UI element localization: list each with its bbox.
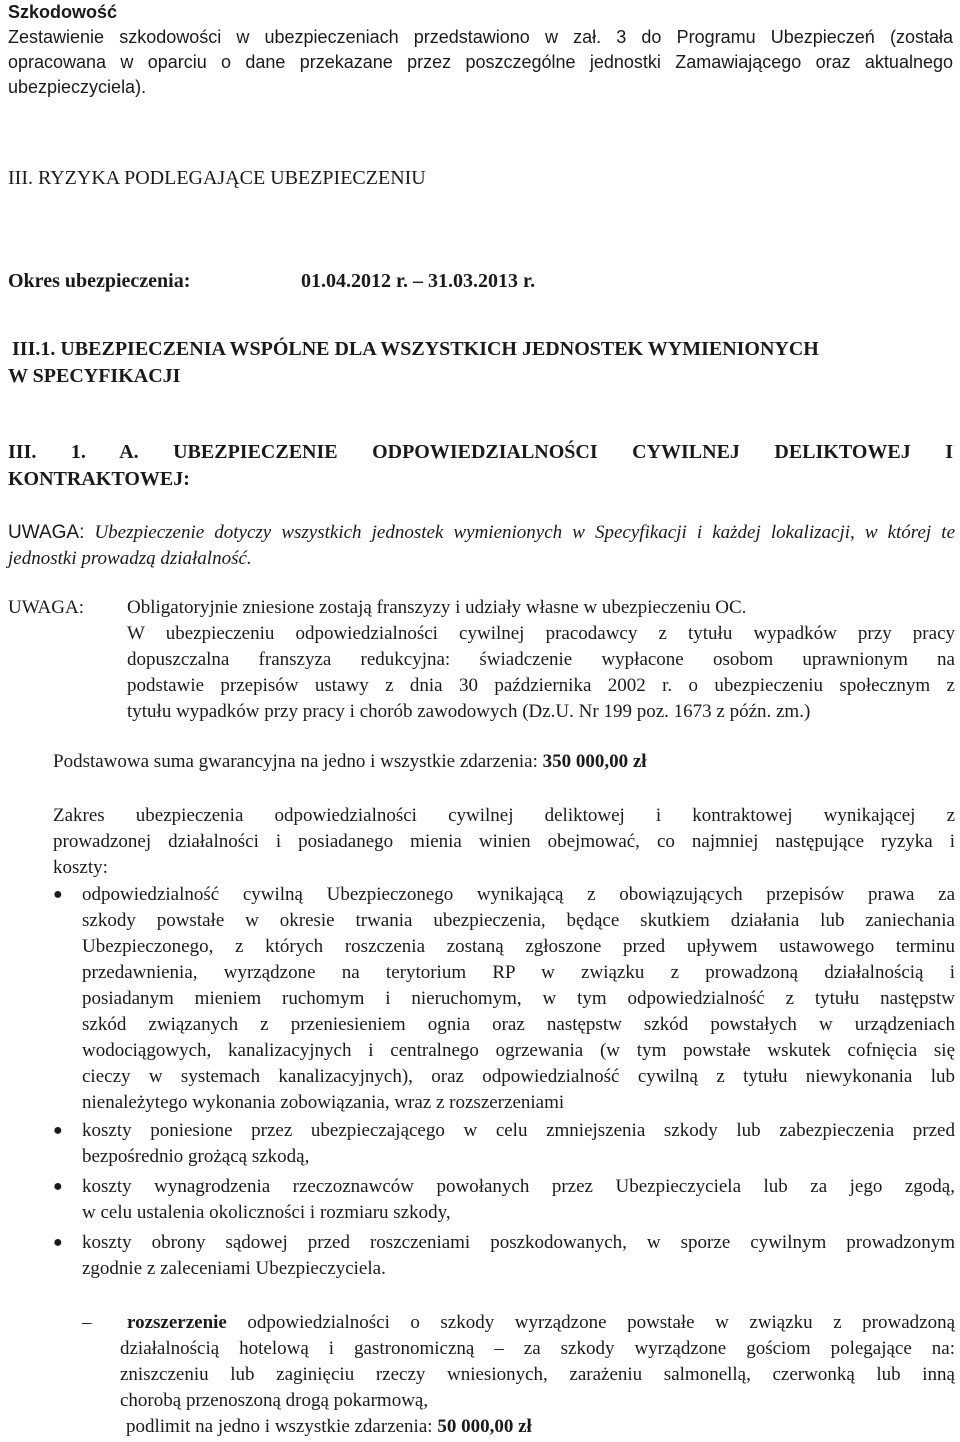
subsection-heading-line: W SPECYFIKACJI xyxy=(8,365,181,387)
note-1-line: jednostki prowadzą działalność. xyxy=(8,548,252,569)
note-1-line xyxy=(8,520,955,546)
intro-line: Zestawienie szkodowości w ubezpieczeniach przedstawiono w zał. 3 do Programu Ubezpieczeń (została xyxy=(8,27,953,47)
header-block xyxy=(8,0,953,100)
bullet-3-text xyxy=(82,1174,955,1226)
bullet-3-line: w celu ustalenia okoliczności i rozmiaru szkody, xyxy=(82,1202,451,1223)
bullet-3-line: koszty wynagrodzenia rzeczoznawców powołanych przez Ubezpieczyciela lub za jego zgodą, xyxy=(82,1176,955,1197)
note-2-line: W ubezpieczeniu odpowiedzialności cywilnej pracodawcy z tytułu wypadków przy pracy xyxy=(127,623,955,644)
intro-line: opracowana w oparciu o dane przekazane przez poszczególne jednostki Zamawiającego oraz aktualnego xyxy=(8,52,953,72)
dash-marker: – xyxy=(82,1312,92,1333)
sum-line xyxy=(53,749,647,775)
extension-line: chorobą przenoszoną drogą pokarmową, xyxy=(120,1390,429,1411)
bullet-1-line: cieczy w systemach kanalizacyjnych), oraz odpowiedzialność cywilną z tytułu niewykonania lub xyxy=(82,1066,955,1087)
extension-text xyxy=(120,1310,955,1440)
note-2-label: UWAGA: xyxy=(8,597,84,618)
bullet-1-line: Ubezpieczonego, z których roszczenia zostaną zgłoszone przed upływem ustawowego terminu xyxy=(82,936,955,957)
bullet-1-line: posiadanym mieniem ruchomym i nieruchomym, w tym odpowiedzialność z tytułu następstw xyxy=(82,988,955,1009)
bullet-1-line: wodociągowych, kanalizacyjnych i centralnego ogrzewania (w tym powstałe wskutek cofnięcia się xyxy=(82,1040,955,1061)
note-2-line: dopuszczalna franszyza redukcyjna: świadczenie wypłacone osobom uprawnionym na xyxy=(127,649,955,670)
note-2-line: tytułu wypadków przy pracy i chorób zawodowych (Dz.U. Nr 199 poz. 1673 z późn. zm.) xyxy=(127,701,811,722)
scope-line: Zakres ubezpieczenia odpowiedzialności cywilnej deliktowej i kontraktowej wynikającej z xyxy=(53,805,955,826)
bullet-icon: ● xyxy=(53,886,63,903)
extension-item xyxy=(0,1310,960,1440)
bullet-4-line: zgodnie z zaleceniami Ubezpieczyciela. xyxy=(82,1258,386,1279)
scope-paragraph xyxy=(53,803,955,881)
section-title: Szkodowość xyxy=(8,2,118,22)
period-label: Okres ubezpieczenia: xyxy=(8,270,191,292)
extension-line: działalnością hotelową i gastronomiczną – za szkody wyrządzone gościom polegające na: xyxy=(120,1338,955,1359)
note-2-body xyxy=(127,595,955,725)
bullet-2-line: koszty poniesione przez ubezpieczającego w celu zmniejszenia szkody lub zabezpieczenia przed xyxy=(82,1120,955,1141)
subsubsection-heading xyxy=(8,439,953,493)
extension-line xyxy=(120,1310,955,1336)
period-value: 01.04.2012 r. – 31.03.2013 r. xyxy=(301,270,536,292)
bullet-1-text xyxy=(82,882,955,1116)
bullet-1-line: szkód związanych z przeniesieniem ognia oraz następstw szkód powstałych w urządzeniach xyxy=(82,1014,955,1035)
note-1-label: UWAGA: xyxy=(8,522,85,543)
bullet-1-line: odpowiedzialność cywilną Ubezpieczonego wynikającą z obowiązujących przepisów prawa za xyxy=(82,884,955,905)
intro-line: ubezpieczyciela). xyxy=(8,77,147,97)
extension-bold-word: rozszerzenie xyxy=(127,1312,227,1333)
subsubsection-heading-line: III. 1. A. UBEZPIECZENIE ODPOWIEDZIALNOŚCI CYWILNEJ DELIKTOWEJ I xyxy=(8,441,953,463)
sublimit-label: podlimit na jedno i wszystkie zdarzenia: xyxy=(126,1416,433,1437)
bullet-2-text xyxy=(82,1118,955,1170)
bullet-4-text xyxy=(82,1230,955,1282)
subsection-heading xyxy=(8,336,953,390)
note-1-text: Ubezpieczenie dotyczy wszystkich jednostek wymienionych w Specyfikacji i każdej lokalizacji, w której te xyxy=(94,522,956,543)
extension-line-rest: odpowiedzialności o szkody wyrządzone powstałe w związku z prowadzoną xyxy=(247,1312,955,1333)
subsection-heading-line: III.1. UBEZPIECZENIA WSPÓLNE DLA WSZYSTKICH JEDNOSTEK WYMIENIONYCH xyxy=(12,338,819,360)
note-2-line: Obligatoryjnie zniesione zostają franszyzy i udziały własne w ubezpieczeniu OC. xyxy=(127,597,747,618)
sublimit-value: 50 000,00 zł xyxy=(437,1416,532,1437)
sum-value: 350 000,00 zł xyxy=(542,751,647,772)
scope-line: koszty: xyxy=(53,857,108,878)
bullet-4-line: koszty obrony sądowej przed roszczeniami poszkodowanych, w sporze cywilnym prowadzonym xyxy=(82,1232,955,1253)
note-2-line: podstawie przepisów ustawy z dnia 30 października 2002 r. o ubezpieczeniu społecznym z xyxy=(127,675,955,696)
bullet-icon: ● xyxy=(53,1122,63,1139)
extension-line: zniszczeniu lub zaginięciu rzeczy wniesionych, zarażeniu salmonellą, czerwonką lub inną xyxy=(120,1364,955,1385)
subsubsection-heading-line: KONTRAKTOWEJ: xyxy=(8,468,190,490)
scope-line: prowadzonej działalności i posiadanego mienia winien obejmować, co najmniej następujące ryzyka i xyxy=(53,831,955,852)
bullet-1-line: przedawnienia, wyrządzone na terytorium RP w związku z prowadzoną działalnością i xyxy=(82,962,955,983)
note-1 xyxy=(8,520,955,572)
bullet-icon: ● xyxy=(53,1178,63,1195)
section-heading: III. RYZYKA PODLEGAJĄCE UBEZPIECZENIU xyxy=(8,167,426,189)
sublimit-line xyxy=(120,1414,955,1440)
bullet-icon: ● xyxy=(53,1234,63,1251)
bullet-2-line: bezpośrednio grożącą szkodą, xyxy=(82,1146,310,1167)
sum-label: Podstawowa suma gwarancyjna na jedno i wszystkie zdarzenia: xyxy=(53,751,538,772)
bullet-1-line: nienależytego wykonania zobowiązania, wraz z rozszerzeniami xyxy=(82,1092,565,1113)
bullet-1-line: szkody powstałe w okresie trwania ubezpieczenia, będące skutkiem działania lub zaniechania xyxy=(82,910,955,931)
